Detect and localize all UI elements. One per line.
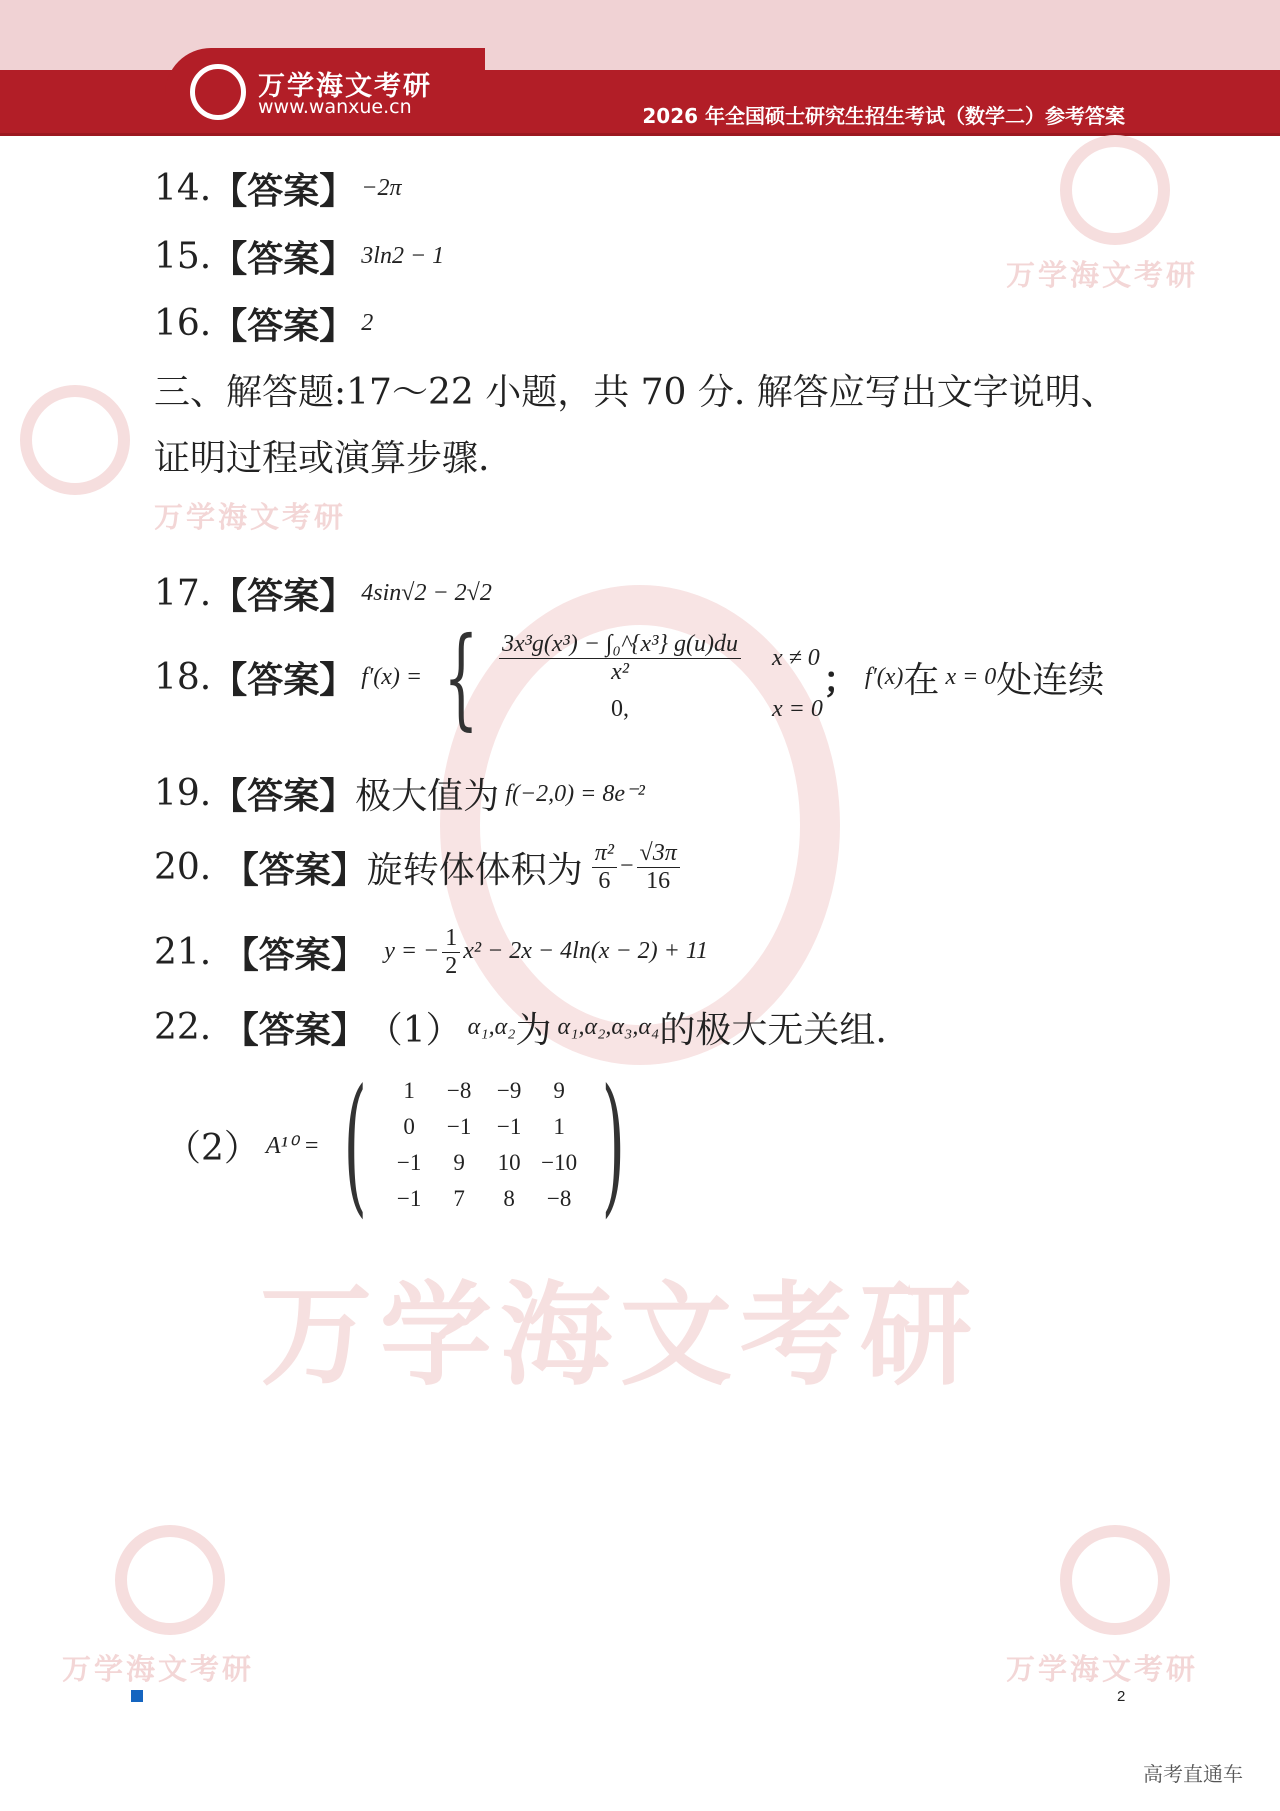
brace: { (443, 613, 479, 741)
watermark-text: 万学海文考研 (1006, 258, 1199, 292)
tail-text: 在 (903, 659, 940, 701)
denominator: 16 (646, 868, 671, 894)
numerator: π² (592, 840, 617, 868)
lhs: A¹⁰ = (265, 1132, 320, 1159)
separator: ； (822, 658, 859, 701)
watermark-logo-icon (1060, 1525, 1170, 1635)
condition: x ≠ 0 (771, 645, 820, 671)
answer-math: 2 (361, 310, 374, 336)
matrix-cell: 1 (553, 1114, 565, 1139)
matrix-cell: 9 (553, 1078, 565, 1103)
matrix-cell: 1 (403, 1078, 415, 1103)
q-num: 14. (154, 168, 212, 209)
answer-22 (154, 1002, 887, 1053)
matrix-cell: −1 (396, 1186, 422, 1211)
answer-22-part2 (165, 1058, 643, 1232)
part-label: （2） (165, 1127, 260, 1169)
answer-label: 【答案】 (222, 849, 367, 891)
numerator: 3x³g(x³) − ∫₀^{x³} g(u)du (499, 631, 741, 659)
answer-label: 【答案】 (211, 575, 356, 617)
q-num: 22. (154, 1007, 212, 1048)
source-label: 高考直通车 (1143, 1762, 1243, 1786)
answer-label: 【答案】 (222, 934, 367, 976)
left-paren: ( (343, 1058, 367, 1232)
page-marker (131, 1690, 143, 1702)
matrix-cell: 0 (403, 1114, 415, 1139)
answer-15 (154, 231, 444, 282)
lhs: y = − (384, 938, 440, 965)
watermark-text: 万学海文考研 (1006, 1652, 1199, 1686)
answer-text: 旋转体体积为 (366, 850, 583, 891)
numerator: 1 (442, 925, 460, 953)
answer-text: 极大值为 (355, 776, 500, 817)
answer-label: 【答案】 (211, 658, 356, 701)
denominator: 6 (598, 868, 611, 894)
answer-math: 4sin√2 − 2√2 (361, 580, 492, 606)
brand-site: www.wanxue.cn (258, 96, 412, 118)
answer-17 (154, 568, 492, 619)
answer-16 (154, 298, 373, 349)
watermark-logo-icon (20, 385, 130, 495)
matrix-cell: −1 (396, 1150, 422, 1175)
matrix (326, 1058, 643, 1232)
denominator: x² (611, 659, 629, 685)
rest: x² − 2x − 4ln(x − 2) + 11 (463, 938, 709, 965)
part-label: （1） (366, 1010, 462, 1051)
answer-19 (154, 768, 645, 819)
answer-18 (154, 613, 1105, 741)
matrix-grid (384, 1078, 584, 1212)
answer-label: 【答案】 (222, 1009, 367, 1051)
q-num: 16. (154, 303, 212, 344)
answer-math (589, 840, 683, 895)
q-num: 21. (154, 932, 212, 973)
q-num: 20. (154, 847, 212, 888)
watermark-text: 万学海文考研 (154, 500, 347, 534)
cases-grid (496, 631, 823, 723)
denominator: 2 (445, 953, 458, 979)
value: 0, (611, 696, 629, 722)
page-number: 2 (1117, 1688, 1126, 1705)
matrix-cell: 8 (503, 1186, 515, 1211)
minus: − (619, 853, 634, 880)
tail-math: x = 0 (945, 663, 997, 690)
fraction (592, 840, 617, 895)
document-title: 2026 年全国硕士研究生招生考试（数学二）参考答案 (642, 104, 1125, 128)
matrix-cell: −10 (541, 1150, 578, 1175)
lhs: f′(x) = (361, 663, 423, 690)
answer-label: 【答案】 (211, 305, 356, 347)
q-num: 15. (154, 236, 212, 277)
answer-label: 【答案】 (211, 238, 356, 280)
condition: x = 0 (771, 696, 823, 722)
fraction (499, 631, 741, 686)
answer-20 (154, 840, 683, 895)
q-num: 17. (154, 573, 212, 614)
answer-math: 3ln2 − 1 (361, 243, 445, 269)
answer-14 (154, 163, 402, 214)
matrix-cell: 9 (453, 1150, 465, 1175)
matrix-cell: 10 (497, 1150, 521, 1175)
matrix-cell: −1 (446, 1114, 472, 1139)
tail-text: 处连续 (996, 659, 1105, 701)
answer-text: 为 (515, 1010, 552, 1051)
fraction (442, 925, 460, 980)
answer-math: −2π (361, 175, 402, 201)
q-num: 18. (154, 656, 212, 698)
matrix-cell: −1 (496, 1114, 522, 1139)
numerator: √3π (637, 840, 680, 868)
piecewise (426, 613, 823, 741)
answer-math: f(−2,0) = 8e⁻² (505, 781, 645, 807)
answer-math: α₁,α₂,α₃,α₄ (557, 1014, 660, 1040)
answer-math (384, 925, 708, 980)
logo-icon (190, 64, 246, 120)
q-num: 19. (154, 773, 212, 814)
watermark-logo-icon (115, 1525, 225, 1635)
watermark-text: 万学海文考研 (62, 1652, 255, 1686)
answer-21 (154, 925, 708, 980)
answer-math: α₁,α₂ (467, 1014, 516, 1040)
header-divider (0, 133, 1280, 136)
section-heading-1: 三、解答题:17～22 小题，共 70 分. 解答应写出文字说明、 (154, 372, 1117, 413)
right-paren: ) (601, 1058, 626, 1232)
answer-label: 【答案】 (211, 775, 356, 817)
answer-label: 【答案】 (211, 170, 356, 212)
matrix-cell: 7 (453, 1186, 465, 1211)
tail-math: f′(x) (864, 663, 904, 690)
answer-text: 的极大无关组. (659, 1010, 887, 1051)
watermark-logo-icon (1060, 135, 1170, 245)
watermark-big-text: 万学海文考研 (260, 1271, 980, 1401)
matrix-cell: −9 (496, 1078, 522, 1103)
section-heading-2: 证明过程或演算步骤. (154, 438, 490, 479)
matrix-cell: −8 (446, 1078, 472, 1103)
fraction (637, 840, 680, 895)
matrix-cell: −8 (546, 1186, 572, 1211)
brand-name: 万学海文考研 (258, 71, 432, 102)
